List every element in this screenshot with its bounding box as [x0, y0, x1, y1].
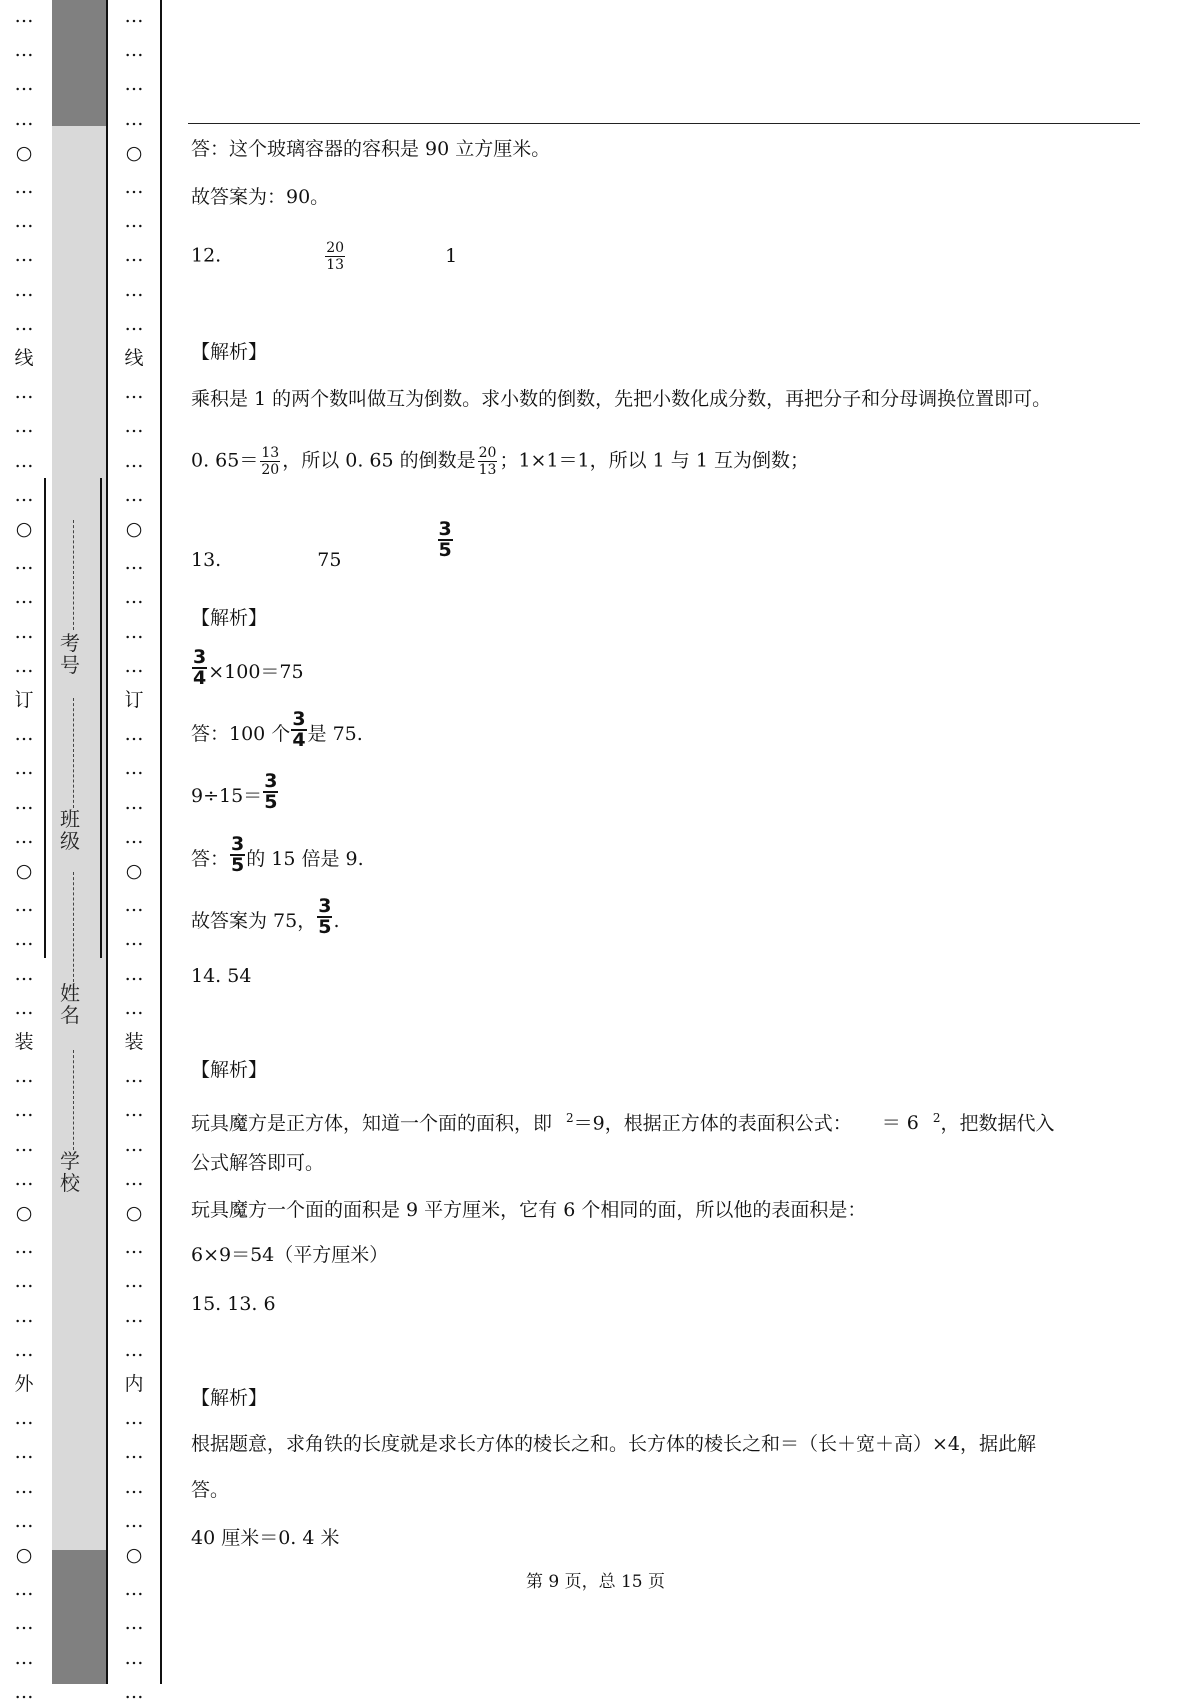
- binding-mark: …: [124, 1646, 144, 1669]
- binding-mark: …: [14, 1578, 34, 1601]
- binding-mark: …: [14, 1236, 34, 1259]
- analysis-heading: 【解析】: [191, 607, 268, 629]
- q13-answer-1: 75: [317, 549, 342, 571]
- binding-mark: …: [124, 1236, 144, 1259]
- binding-mark: …: [14, 1065, 34, 1088]
- binding-mark: …: [14, 1407, 34, 1430]
- binding-mark: …: [14, 176, 34, 198]
- binding-mark: …: [14, 73, 34, 96]
- binding-mark: …: [14, 825, 34, 848]
- binding-mark: …: [124, 39, 144, 62]
- binding-mark: …: [14, 244, 34, 267]
- binding-mark: ○: [125, 860, 143, 882]
- binding-mark: …: [124, 1270, 144, 1293]
- binding-mark: ○: [125, 1544, 143, 1566]
- q12-explanation: 乘积是 1 的两个数叫做互为倒数。求小数的倒数，先把小数化成分数，再把分子和分母调换位置即可。: [191, 388, 1052, 410]
- binding-mark: …: [124, 825, 144, 848]
- binding-mark: …: [14, 415, 34, 438]
- q13-explanation: 9÷15＝ $\frac{3}{5}$: [191, 770, 278, 813]
- binding-mark: …: [14, 381, 34, 404]
- binding-mark: …: [124, 894, 144, 917]
- binding-dark-top: [52, 0, 106, 126]
- binding-mark: 外: [14, 1373, 34, 1395]
- xingming-label: 姓名: [60, 981, 80, 1027]
- binding-box-right-edge: [100, 478, 102, 958]
- xuexiao-blank: [73, 1050, 86, 1150]
- binding-mark: …: [124, 757, 144, 780]
- binding-mark: …: [14, 107, 34, 130]
- binding-line-right: [160, 0, 162, 1684]
- binding-mark: …: [14, 1475, 34, 1498]
- binding-mark: …: [14, 1680, 34, 1703]
- binding-mark: 装: [14, 1031, 34, 1053]
- q13-line: [191, 520, 454, 572]
- binding-mark: …: [124, 449, 144, 472]
- fraction: $\frac{3}{5}$: [231, 833, 245, 876]
- kaohao-blank: [73, 520, 86, 630]
- binding-mark: ○: [15, 860, 33, 882]
- answer-line: 故答案为：90。: [191, 186, 330, 208]
- binding-mark: …: [124, 962, 144, 985]
- analysis-heading: 【解析】: [191, 1059, 268, 1081]
- binding-mark: …: [124, 1475, 144, 1498]
- binding-mark: …: [14, 586, 34, 609]
- binding-mark: …: [14, 1270, 34, 1293]
- binding-mark: …: [14, 1338, 34, 1361]
- binding-mark: …: [124, 1509, 144, 1532]
- binding-mark: ○: [15, 518, 33, 540]
- fraction: $\frac{13}{20}$: [261, 445, 280, 478]
- binding-mark: …: [124, 176, 144, 198]
- binding-mark: ○: [15, 1202, 33, 1224]
- binding-box-left-edge: [44, 478, 46, 958]
- binding-mark: …: [14, 210, 34, 233]
- binding-mark: …: [124, 723, 144, 746]
- binding-mark: …: [14, 962, 34, 985]
- q12-answer-2: 1: [445, 244, 458, 267]
- binding-mark: …: [124, 1578, 144, 1601]
- binding-mark: …: [124, 996, 144, 1019]
- analysis-heading: 【解析】: [191, 341, 268, 363]
- q12-line: [191, 240, 457, 273]
- binding-mark: …: [14, 894, 34, 917]
- binding-mark: …: [14, 1133, 34, 1156]
- q14-explanation: 6×9＝54（平方厘米）: [191, 1244, 389, 1266]
- binding-mark: …: [14, 552, 34, 575]
- q13-explanation: 答： $\frac{3}{5}$ 的 15 倍是 9.: [191, 833, 364, 876]
- analysis-heading: 【解析】: [191, 1387, 268, 1409]
- binding-mark: ○: [125, 141, 143, 164]
- fraction: $\frac{3}{4}$: [292, 708, 306, 751]
- binding-mark: …: [124, 1612, 144, 1635]
- binding-mark: …: [14, 1304, 34, 1327]
- binding-mark: …: [124, 415, 144, 438]
- answer-line: 答：这个玻璃容器的容积是 90 立方厘米。: [191, 138, 551, 160]
- binding-mark: …: [124, 312, 144, 335]
- binding-mark: …: [14, 654, 34, 677]
- q13-answer-fraction: $\frac{3}{5}$: [438, 518, 452, 561]
- binding-mark: …: [14, 757, 34, 780]
- q12-explanation: 0. 65＝ $\frac{13}{20}$ ，所以 0. 65 的倒数是 $\frac{20}{13}$ ；1×1＝1，所以 1 与 1 互为倒数；: [191, 445, 809, 478]
- fraction: $\frac{3}{5}$: [318, 895, 332, 938]
- xingming-blank: [73, 872, 86, 982]
- binding-line-left: [106, 0, 108, 1684]
- q13-explanation: 故答案为 75， $\frac{3}{5}$ .: [191, 895, 340, 938]
- banji-label: 班级: [60, 807, 80, 853]
- binding-mark: …: [124, 210, 144, 233]
- q15-explanation: 40 厘米＝0. 4 米: [191, 1527, 340, 1549]
- binding-mark: 订: [14, 689, 34, 711]
- binding-mark: …: [14, 278, 34, 301]
- q13-explanation: $\frac{3}{4}$ ×100＝75: [193, 646, 304, 689]
- q15-line: 15. 13. 6: [191, 1293, 276, 1315]
- binding-mark: …: [124, 5, 144, 27]
- binding-mark: …: [14, 1099, 34, 1122]
- binding-mark: …: [14, 449, 34, 472]
- binding-mark: …: [124, 654, 144, 677]
- xuexiao-label: 学校: [60, 1149, 80, 1195]
- binding-mark: 线: [124, 347, 144, 369]
- binding-mark: …: [124, 1065, 144, 1088]
- binding-mark: …: [124, 1167, 144, 1190]
- binding-mark: 装: [124, 1031, 144, 1053]
- q12-answer-fraction: $\frac{20}{13}$: [326, 240, 345, 273]
- banji-blank: [73, 698, 86, 808]
- binding-mark: …: [124, 791, 144, 814]
- binding-mark: …: [14, 1612, 34, 1635]
- binding-mark: …: [124, 1304, 144, 1327]
- q14-explanation: 玩具魔方一个面的面积是 9 平方厘米，它有 6 个相同的面，所以他的表面积是：: [191, 1199, 867, 1221]
- binding-mark: …: [14, 39, 34, 62]
- fraction: $\frac{3}{4}$: [193, 646, 207, 689]
- binding-mark: ○: [125, 1202, 143, 1224]
- q12-number: 12.: [191, 244, 222, 267]
- page-footer: 第 9 页，总 15 页: [525, 1572, 666, 1592]
- binding-mark: …: [124, 552, 144, 575]
- q14-line: 14. 54: [191, 965, 252, 987]
- q15-explanation: 答。: [191, 1479, 230, 1501]
- binding-mark: …: [124, 1441, 144, 1464]
- header-rule: [188, 123, 1140, 124]
- binding-mark: …: [124, 483, 144, 506]
- binding-mark: 内: [124, 1373, 144, 1395]
- binding-mark: …: [14, 928, 34, 951]
- inner-binding-marks: [116, 0, 152, 1703]
- binding-mark: …: [124, 107, 144, 130]
- binding-mark: …: [14, 723, 34, 746]
- q13-number: 13.: [191, 549, 222, 571]
- binding-mark: ○: [15, 141, 33, 164]
- binding-mark: …: [124, 1099, 144, 1122]
- fraction: $\frac{3}{5}$: [264, 770, 278, 813]
- q15-explanation: 根据题意，求角铁的长度就是求长方体的棱长之和。长方体的棱长之和＝（长＋宽＋高）×4，据此解: [191, 1433, 1037, 1455]
- binding-mark: …: [124, 381, 144, 404]
- binding-mark: …: [124, 244, 144, 267]
- binding-mark: …: [14, 1167, 34, 1190]
- binding-mark: …: [124, 1407, 144, 1430]
- q13-explanation: 答：100 个 $\frac{3}{4}$ 是 75.: [191, 708, 363, 751]
- binding-mark: …: [14, 996, 34, 1019]
- binding-mark: …: [124, 73, 144, 96]
- q14-explanation: 公式解答即可。: [191, 1152, 325, 1174]
- binding-mark: …: [124, 620, 144, 643]
- binding-mark: …: [124, 586, 144, 609]
- binding-mark: …: [14, 312, 34, 335]
- q14-explanation: 玩具魔方是正方体，知道一个面的面积，即 $^2$＝9，根据正方体的表面积公式： ＝ 6 $^2$，把数据代入: [191, 1111, 1055, 1135]
- binding-mark: …: [14, 1509, 34, 1532]
- binding-mark: …: [124, 928, 144, 951]
- binding-mark: …: [14, 1441, 34, 1464]
- kaohao-label: 考号: [60, 631, 80, 677]
- binding-mark: …: [124, 1133, 144, 1156]
- binding-mark: …: [14, 620, 34, 643]
- fraction: $\frac{20}{13}$: [478, 445, 497, 478]
- binding-mark: …: [14, 483, 34, 506]
- binding-mark: …: [124, 1680, 144, 1703]
- binding-mark: 订: [124, 689, 144, 711]
- binding-mark: …: [124, 278, 144, 301]
- binding-mark: …: [14, 1646, 34, 1669]
- binding-mark: ○: [125, 518, 143, 540]
- binding-mark: 线: [14, 347, 34, 369]
- binding-mark: …: [14, 5, 34, 27]
- binding-mark: …: [14, 791, 34, 814]
- binding-mark: ○: [15, 1544, 33, 1566]
- outer-binding-marks: [6, 0, 42, 1703]
- binding-mark: …: [124, 1338, 144, 1361]
